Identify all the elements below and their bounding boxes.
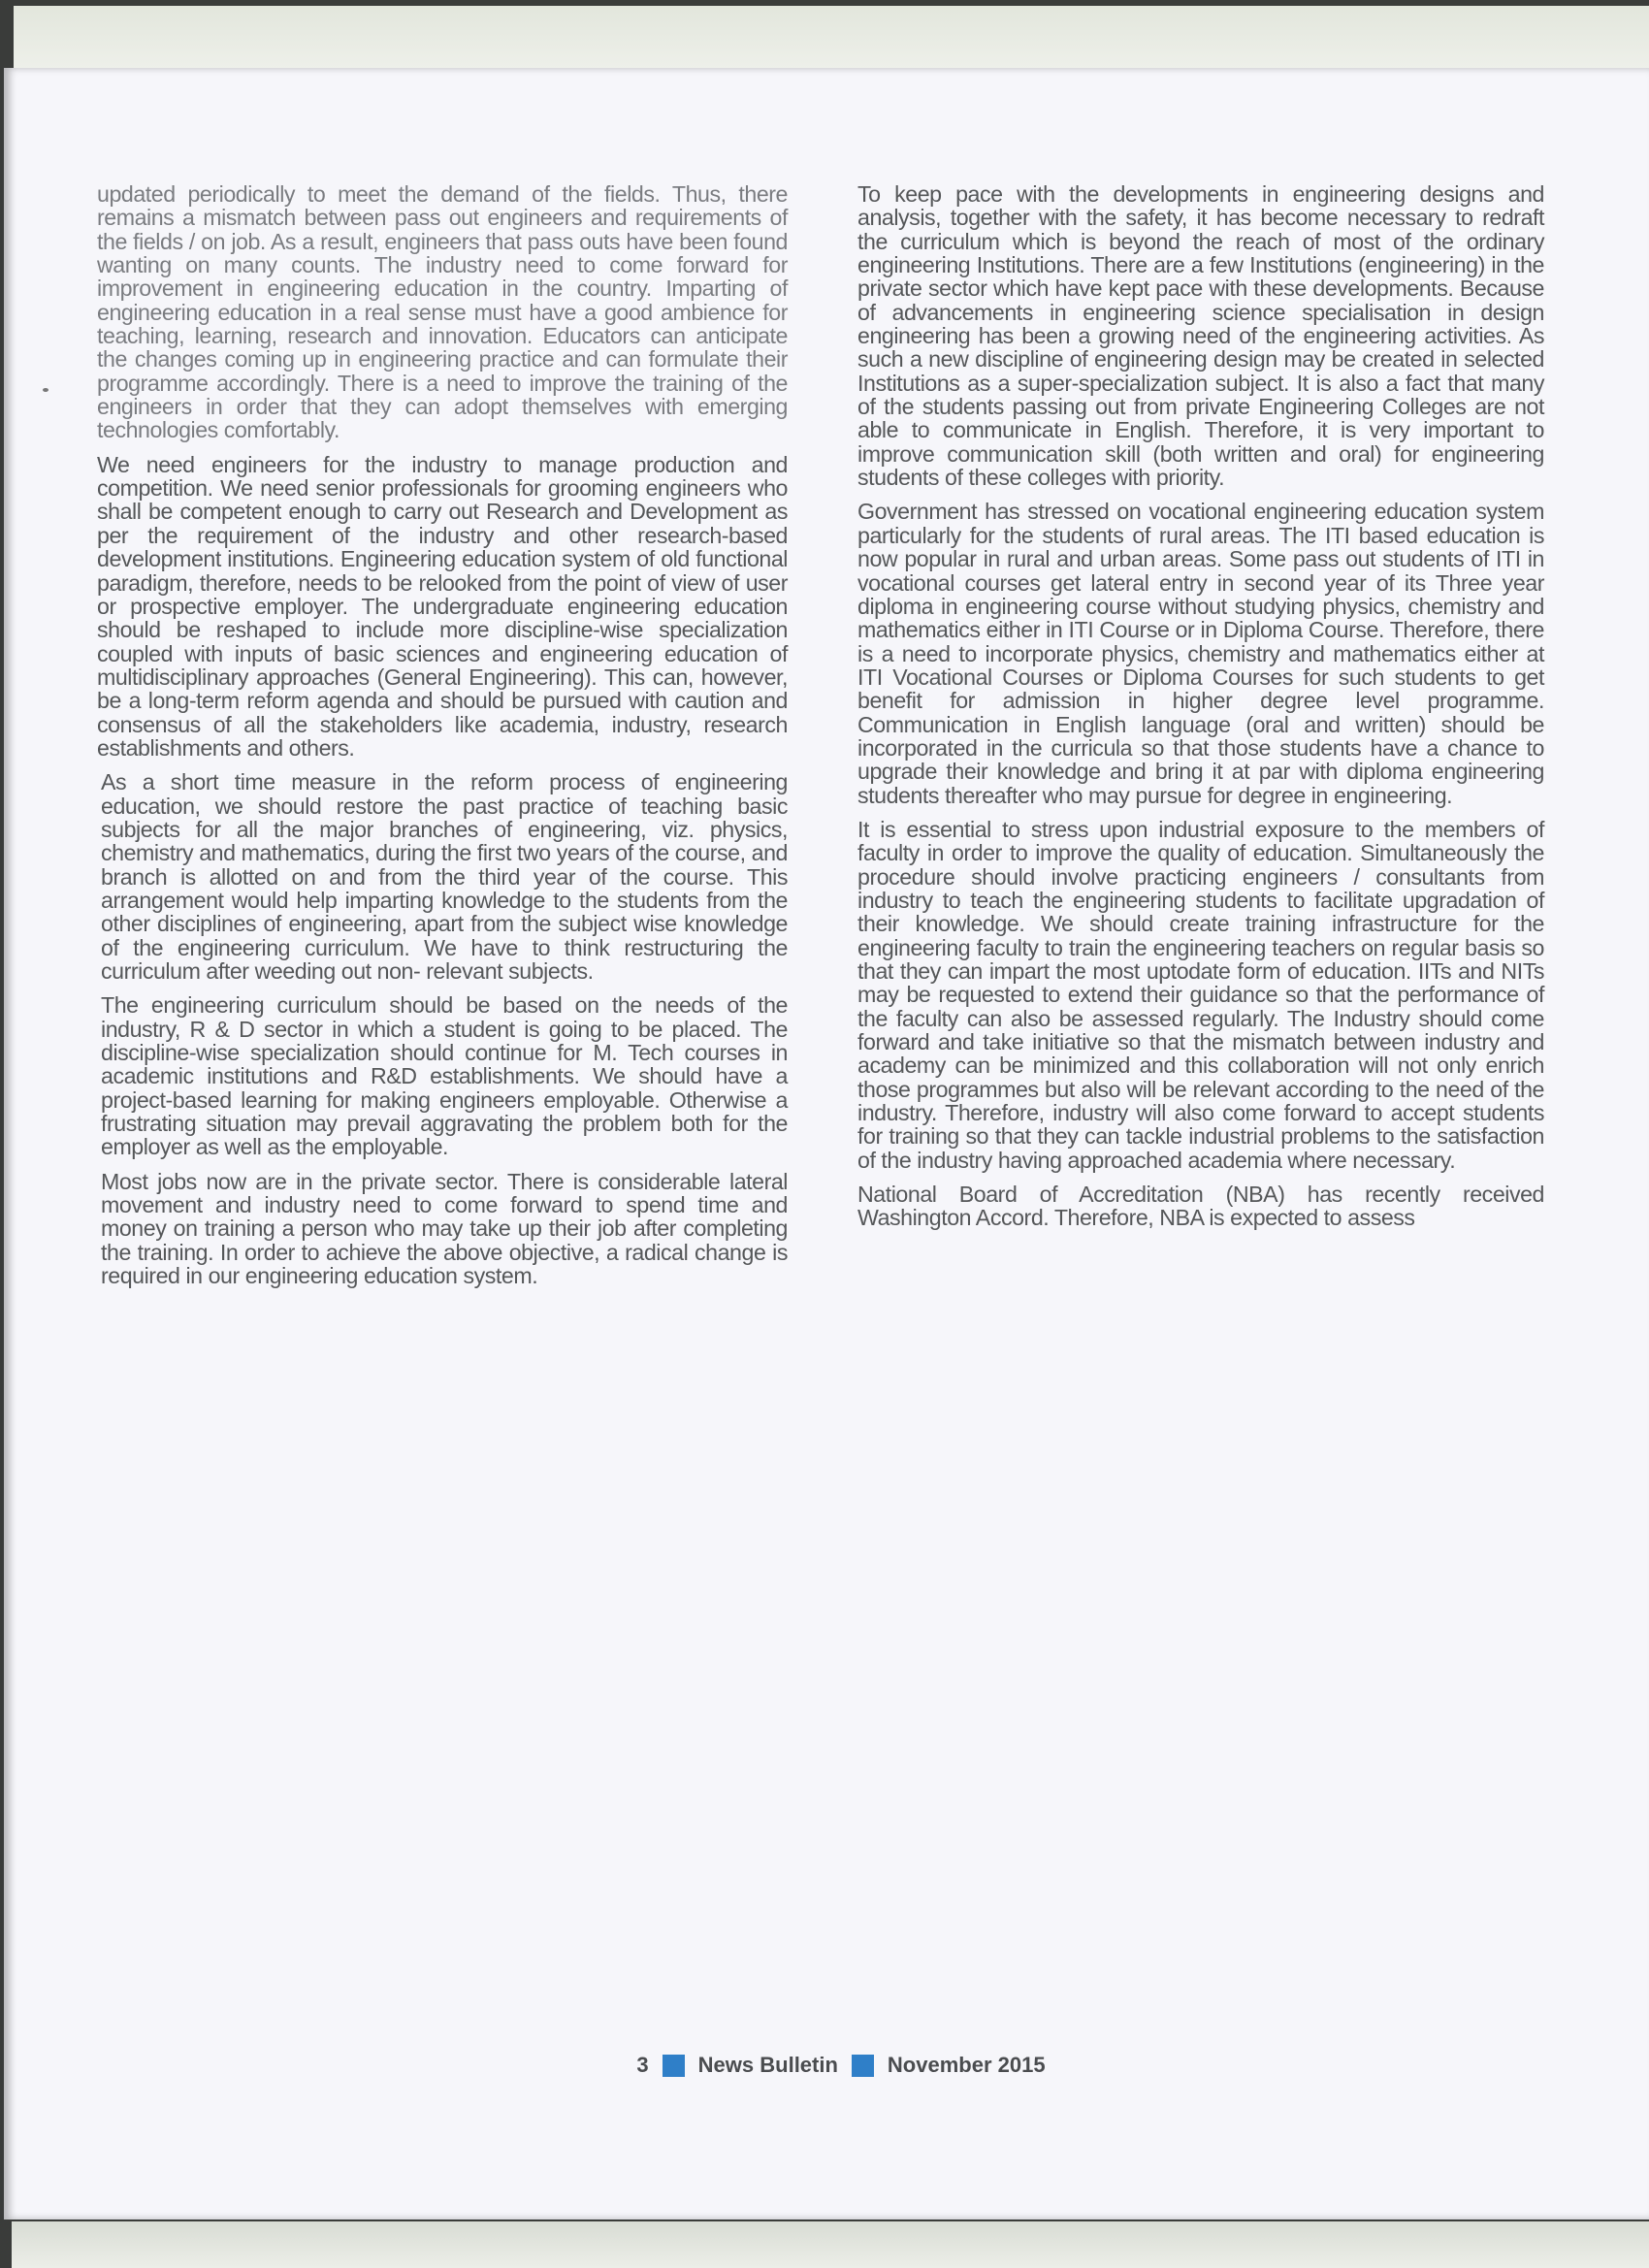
paragraph: Most jobs now are in the private sector. There is considerable lateral movement and industry need to come forward to spend time and money on training a person who may take up their job after completing the training. In order to achieve the above objective, a radical change is required in our engineering education system.: [101, 1168, 788, 1289]
publication-name: News Bulletin: [697, 2053, 838, 2077]
blue-square-separator-icon: [852, 2055, 874, 2077]
newsletter-page: [4, 68, 1649, 2219]
paragraph: updated periodically to meet the demand of the fields. Thus, there remains a mismatch between pass out engineers and requirements of the fields / on job. As a result, engineers that pass outs have been found wanting on many counts. The industry need to come forward for improvement in engineering education in the country. Imparting of engineering education in a real sense must have a good ambience for teaching, learning, research and innovation. Educators can anticipate the changes coming up in engineering practice and can formulate their programme accordingly. There is a need to improve the training of the engineers in order that they can adopt themselves with emerging technologies comfortably.: [97, 181, 788, 443]
left-column: [97, 182, 788, 1298]
paragraph: To keep pace with the developments in engineering designs and analysis, together with the safety, it has become necessary to redraft the curriculum which is beyond the reach of most of the ordinary engineering Institutions. There are a few Institutions (engineering) in the private sector which have kept pace with these developments. Because of advancements in engineering science specialisation in design engineering has been a growing need of the engineering activities. As such a new discipline of engineering design may be created in selected Institutions as a super-specialization subject. It is also a fact that many of the students passing out from private Engineering Colleges are not able to communicate in English. Therefore, it is very important to improve communication skill (both written and oral) for engineering students of these colleges with priority.: [857, 181, 1544, 491]
scanner-top-margin: [14, 6, 1649, 70]
paragraph: It is essential to stress upon industrial exposure to the members of faculty in order to improve the quality of education. Simultaneously the procedure should involve practicing engineers / consultants from industry to teach the engineering students to facilitate upgradation of their knowledge. We should create training infrastructure for the engineering faculty to train the engineering teachers on regular basis so that they can impart the most uptodate form of education. IITs and NITs may be requested to extend their guidance so that the performance of the faculty can also be assessed regularly. The Industry should come forward and take initiative so that the mismatch between industry and academy can be minimized and this collaboration will not only enrich those programmes but also will be relevant according to the need of the industry. Therefore, industry will also come forward to accept students for training so that they can tackle industrial problems to the satisfaction of the industry having approached academia where necessary.: [857, 816, 1544, 1173]
paragraph: We need engineers for the industry to manage production and competition. We need senior professionals for grooming engineers who shall be competent enough to carry out Research and Development as per the requirement of the industry and other research-based development institutions. Engineering education system of old functional paradigm, therefore, needs to be relooked from the point of view of user or prospective employer. The undergraduate engineering education should be reshaped to include more discipline-wise specialization coupled with inputs of basic sciences and engineering education of multidisciplinary approaches (General Engineering). This can, however, be a long-term reform agenda and should be pursued with caution and consensus of all the stakeholders like academia, industry, research establishments and others.: [97, 451, 788, 761]
publication-date: November 2015: [887, 2053, 1046, 2077]
scan-speck: [43, 388, 48, 392]
paragraph: Government has stressed on vocational engineering education system particularly for the students of rural areas. The ITI based education is now popular in rural and urban areas. Some pass out students of ITI in vocational courses get lateral entry in second year of its Three year diploma in engineering course without studying physics, chemistry and mathematics either in ITI Course or in Diploma Course. Therefore, there is a need to incorporate physics, chemistry and mathematics either at ITI Vocational Courses or Diploma Courses for such students to get benefit for admission in higher degree level programme. Communication in English language (oral and written) should be incorporated in the curricula so that those students have a chance to upgrade their knowledge and bring it at par with diploma engineering students thereafter who may pursue for degree in engineering.: [857, 499, 1544, 808]
scanner-bottom-margin: [12, 2221, 1649, 2268]
right-column: [857, 182, 1544, 1241]
blue-square-separator-icon: [663, 2055, 685, 2077]
page-number: 3: [636, 2053, 649, 2077]
paragraph: As a short time measure in the reform process of engineering education, we should restore the past practice of teaching basic subjects for all the major branches of engineering, viz. physics, chemistry and mathematics, during the first two years of the course, and branch is allotted on and from the third year of the course. This arrangement would help imparting knowledge to the students from the other disciplines of engineering, apart from the subject wise knowledge of the engineering curriculum. We have to think restructuring the curriculum after weeding out non- relevant subjects.: [101, 769, 788, 984]
paragraph: The engineering curriculum should be based on the needs of the industry, R & D sector in which a student is going to be placed. The discipline-wise specialization should continue for M. Tech courses in academic institutions and R&D establishments. We should have a project-based learning for making engineers employable. Otherwise a frustrating situation may prevail aggravating the problem both for the employer as well as the employable.: [101, 992, 788, 1160]
paragraph: National Board of Accreditation (NBA) has recently received Washington Accord. Therefore, NBA is expected to assess: [857, 1182, 1544, 1231]
page-footer: [4, 2053, 1649, 2078]
